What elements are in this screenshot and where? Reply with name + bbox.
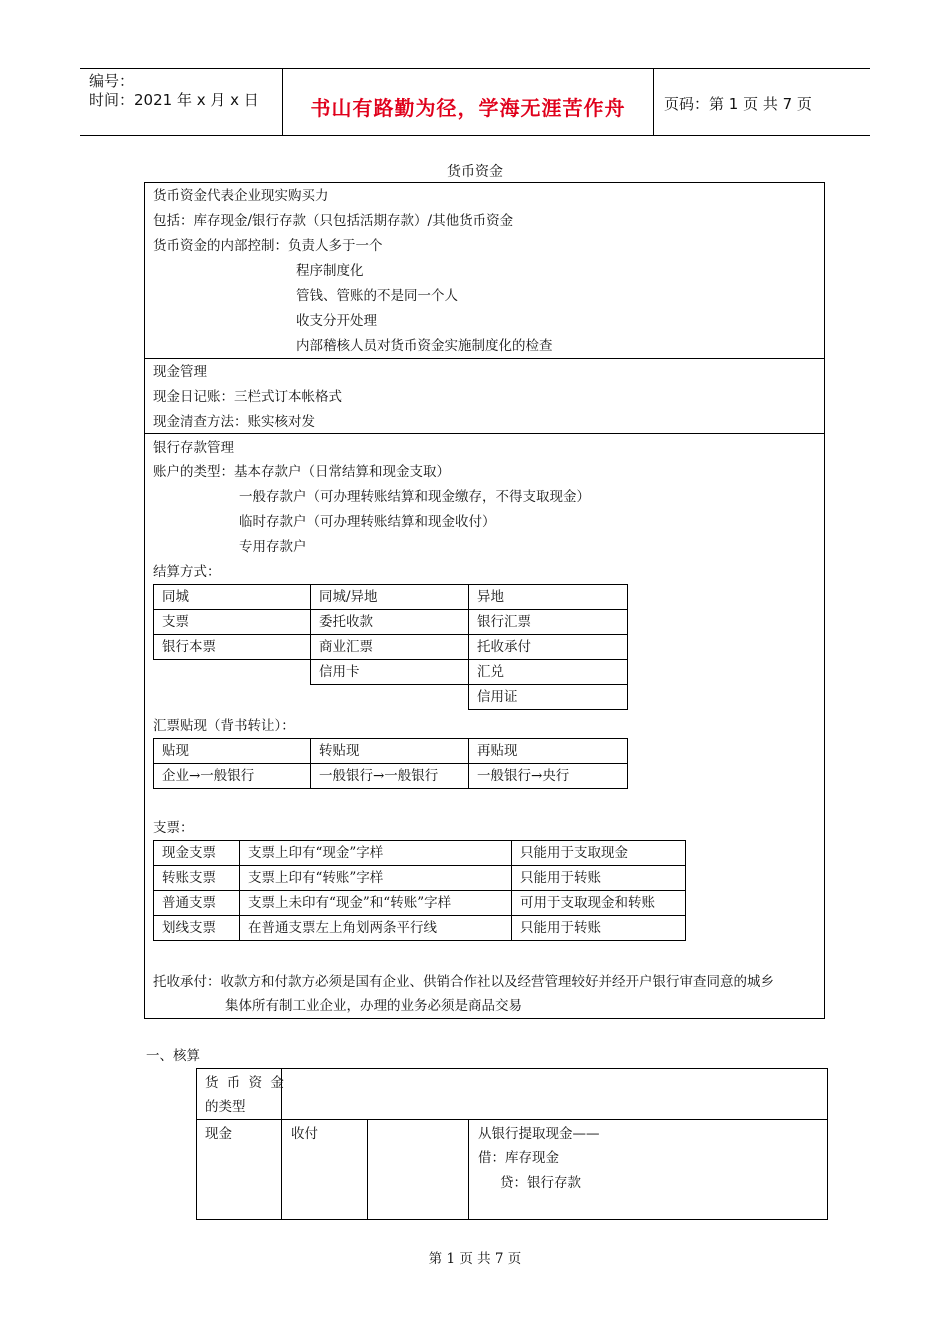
account-type-item: 专用存款户 [239,539,307,555]
table-row [154,764,628,789]
table-row [154,866,686,891]
table-row [154,585,628,610]
accounting-row-divider [196,1119,828,1120]
table-cell: 同城 [154,585,311,610]
table-cell: 汇兑 [469,660,628,685]
table-cell: 支票上印有“转账”字样 [240,866,512,891]
table-cell: 信用卡 [311,660,469,685]
accounting-table [196,1068,828,1220]
line-internal-control: 货币资金的内部控制：负责人多于一个 [153,238,383,254]
line-includes: 包括：库存现金/银行存款（只包括活期存款）/其他货币资金 [153,213,514,229]
table-cell: 支票上印有“现金”字样 [240,841,512,866]
accounting-heading: 一、核算 [146,1048,200,1064]
table-cell: 在普通支票左上角划两条平行线 [240,916,512,941]
table-cell: 一般银行→央行 [469,764,628,789]
table-row [154,635,628,660]
cash-cell: 现金 [205,1126,232,1142]
table-cell: 同城/异地 [311,585,469,610]
table-cell [311,685,469,710]
table-cell: 只能用于转账 [512,916,686,941]
page-title: 货币资金 [447,164,503,180]
table-cell [154,660,311,685]
cheque-table [153,840,686,941]
type-label-2: 的类型 [205,1099,246,1115]
header-top-rule [80,68,870,69]
table-cell: 托收承付 [469,635,628,660]
table-cell: 委托收款 [311,610,469,635]
table-cell: 转贴现 [311,739,469,764]
cheque-label: 支票： [153,820,194,836]
control-item: 管钱、管账的不是同一个人 [296,288,458,304]
motto: 书山有路勤为径，学海无涯苦作舟 [310,96,626,120]
table-cell: 银行汇票 [469,610,628,635]
collection-acceptance-line-2: 集体所有制工业企业，办理的业务必须是商品交易 [225,998,522,1014]
entry-credit: 贷：银行存款 [500,1175,581,1191]
number-label: 编号： [89,72,135,90]
line-real-purchasing-power: 货币资金代表企业现实购买力 [153,188,329,204]
account-type-item: 一般存款户（可办理转账结算和现金缴存，不得支取现金） [239,489,590,505]
entry-debit: 借：库存现金 [478,1150,559,1166]
discount-label: 汇票贴现（背书转让）： [153,718,295,734]
cash-management-heading: 现金管理 [153,364,207,380]
page-info: 页码：第 1 页 共 7 页 [664,95,812,113]
table-row [154,610,628,635]
control-item: 收支分开处理 [296,313,377,329]
table-row [154,739,628,764]
page-footer: 第 1 页 共 7 页 [428,1251,522,1267]
table-cell: 转账支票 [154,866,240,891]
accounting-col-divider [367,1119,368,1220]
table-cell: 支票 [154,610,311,635]
entry-title: 从银行提取现金—— [478,1126,600,1142]
table-cell: 一般银行→一般银行 [311,764,469,789]
table-cell: 现金支票 [154,841,240,866]
section-divider-1 [144,358,825,359]
bank-deposit-heading: 银行存款管理 [153,440,234,456]
control-item: 内部稽核人员对货币资金实施制度化的检查 [296,338,553,354]
control-item: 程序制度化 [296,263,364,279]
table-cell: 普通支票 [154,891,240,916]
table-cell [154,685,311,710]
cash-journal-line: 现金日记账：三栏式订本帐格式 [153,389,342,405]
settlement-table [153,584,628,710]
section-divider-2 [144,433,825,434]
table-row [154,891,686,916]
type-label: 货 币 资 金 [205,1075,286,1091]
discount-table [153,738,628,789]
table-cell: 支票上未印有“现金”和“转账”字样 [240,891,512,916]
table-cell: 可用于支取现金和转账 [512,891,686,916]
account-type-item: 临时存款户（可办理转账结算和现金收付） [239,514,496,530]
table-cell: 再贴现 [469,739,628,764]
table-row [154,841,686,866]
table-row [154,660,628,685]
table-cell: 信用证 [469,685,628,710]
account-types-line: 账户的类型：基本存款户（日常结算和现金支取） [153,464,450,480]
header-divider-right [653,68,654,136]
table-cell: 划线支票 [154,916,240,941]
receive-pay-cell: 收付 [291,1126,318,1142]
accounting-col-divider [468,1119,469,1220]
table-cell: 商业汇票 [311,635,469,660]
table-cell: 企业→一般银行 [154,764,311,789]
table-cell: 银行本票 [154,635,311,660]
collection-acceptance-line: 托收承付：收款方和付款方必须是国有企业、供销合作社以及经营管理较好并经开户银行审查同意的城乡 [153,974,774,990]
header-bottom-rule [80,135,870,136]
table-row [154,685,628,710]
table-cell: 只能用于支取现金 [512,841,686,866]
table-row [154,916,686,941]
cash-check-line: 现金清查方法：账实核对发 [153,414,315,430]
table-cell: 只能用于转账 [512,866,686,891]
date-label: 时间：2021 年 x 月 x 日 [89,91,259,109]
table-cell: 贴现 [154,739,311,764]
table-cell: 异地 [469,585,628,610]
settlement-label: 结算方式： [153,564,221,580]
